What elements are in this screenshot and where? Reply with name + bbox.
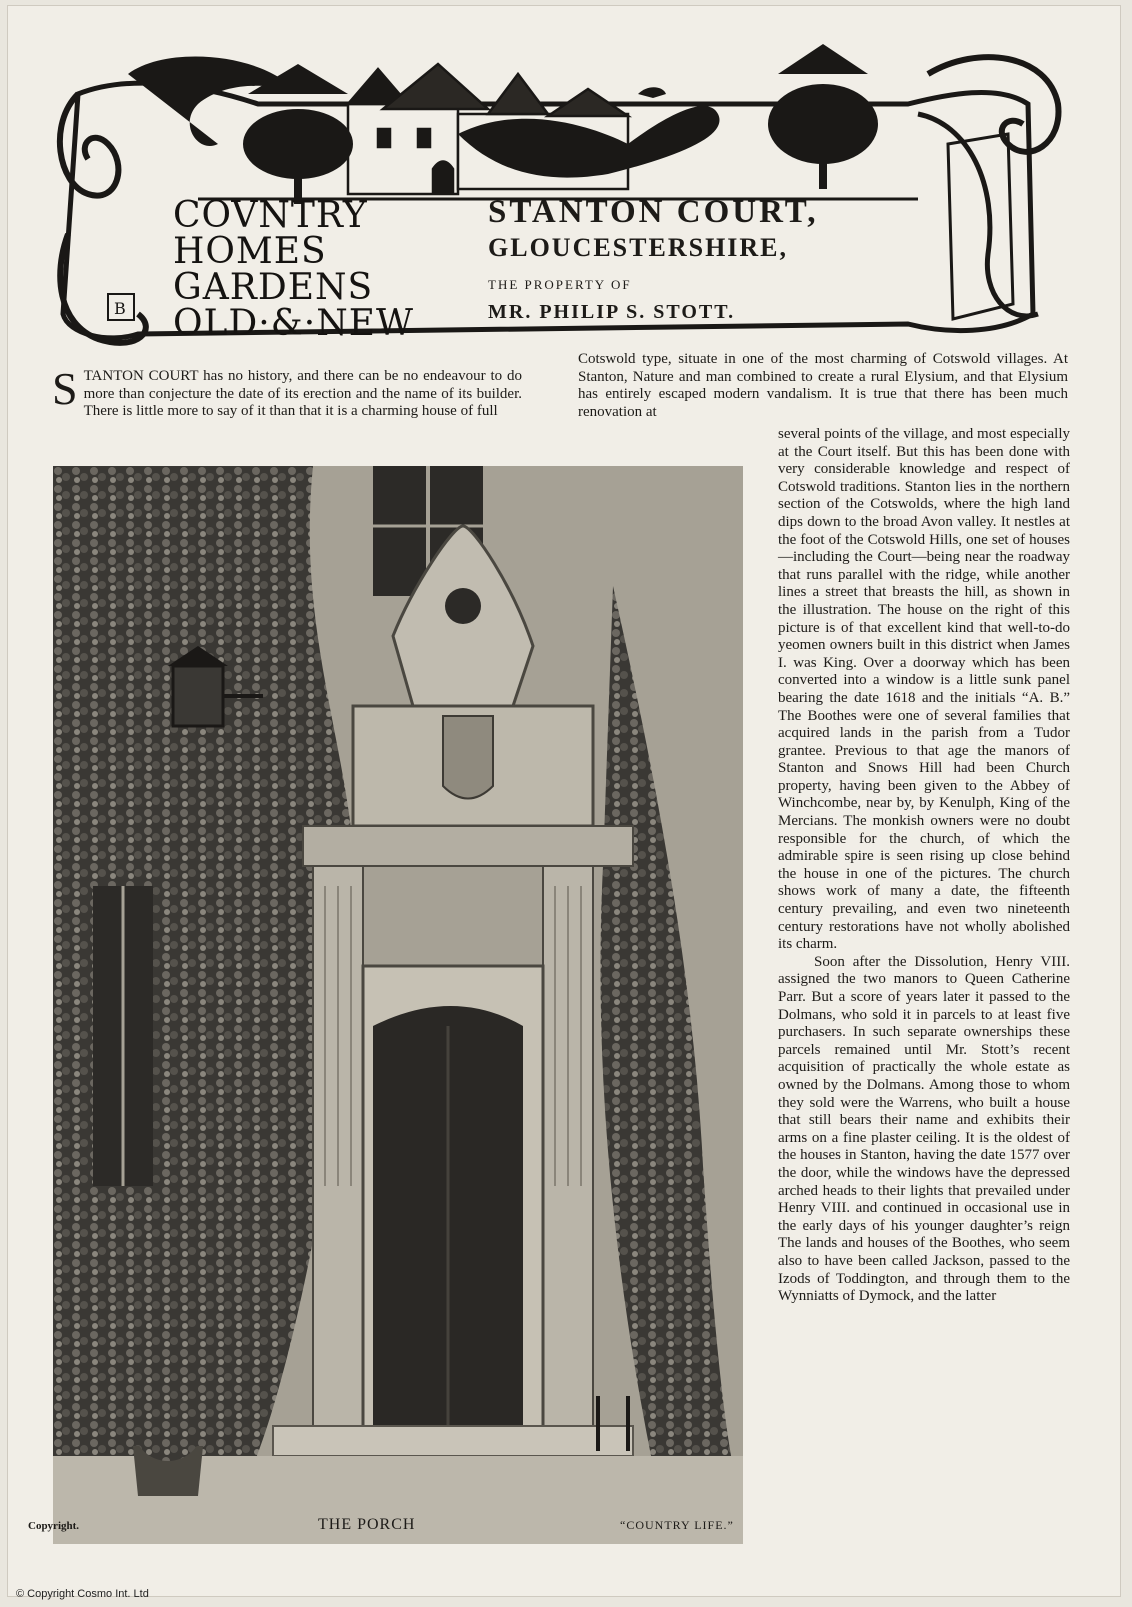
paragraph-stanton-description: several points of the village, and most especially at the Court itself. But this has been done with very considerable knowledge and respect of Cotswold traditions. Stanton lies in the northern section of the Cotswolds, where the high land dips down to the broad Avon valley. It nestles at the foot of the Cotswold Hills, one set of houses—including the Court—being near the roadway that runs parallel with the ridge, while another lines a street that breasts the hill, as shown in the illustration. The house on the right of this picture is of that excellent kind that well-to-do yeomen owners built in this district when James I. was King. Over a doorway which has been converted into a window is a little sunk panel bearing the date 1618 and the initials “A. B.” The Boothes were one of several families that acquired lands in the parish from a Tudor grantee. Previous to that age the manors of Stanton and Snows Hill had been Church property, having been given to the Abbey of Winchcombe, near by, by Kenulph, King of the Mercians. The monkish owners were no doubt responsible for the church, of which the admirable spire is seen rising up close behind the house in one of the pictures. The church shows work of many a date, the fifteenth century prevailing, and even two nineteenth century restorations have not wholly abolished its charm.	[778, 426, 1070, 953]
porch-photograph	[53, 466, 743, 1544]
masthead-title	[173, 195, 433, 344]
paragraph-dissolution: Soon after the Dissolution, Henry VIII. assigned the two manors to Queen Catherine Parr. But a score of years later it passed to the Dolmans, who sold it in parcels to at least five purchasers. In such separate ownerships these parcels remained until Mr. Stott’s recent acquisition of practically the whole estate as owned by the Dolmans. Among those to whom they sold were the Warrens, who built a house that still bears their name and exhibits their arms on a fine plaster ceiling. It is the oldest of the houses in Stanton, having the date 1577 over the door, while the windows have the depressed arched heads to their lights that prevailed under Henry VIII. and continued in occasional use in the early days of his younger daughter’s reign The lands and houses of the Boothes, who seem also to have been called Jackson, passed to the Izods of Toddington, and through them to the Wynniatts of Dymock, and the latter	[778, 953, 1070, 1305]
drop-cap: S	[52, 363, 78, 414]
masthead-line-2: HOMES	[173, 231, 327, 272]
right-column-text	[778, 426, 1070, 1306]
copyright-label: Copyright.	[28, 1520, 80, 1532]
masthead-line-4: OLD·&·NEW	[173, 303, 414, 344]
masthead-line-3: GARDENS	[173, 267, 374, 308]
article-title-block	[488, 194, 908, 324]
article-subtitle: GLOUCESTERSHIRE,	[488, 233, 789, 262]
photo-credit: “COUNTRY LIFE.”	[620, 1518, 734, 1532]
masthead-line-1: COVNTRY	[173, 195, 368, 236]
svg-text:B: B	[114, 299, 126, 318]
photo-caption-row	[28, 1516, 748, 1538]
intro-paragraph	[52, 363, 522, 421]
intro-text: TANTON COURT has no history, and there can be no endeavour to do more than conjecture the date of its erection and the name of its builder. There is little more to say of it than that it is a charming house of full	[83, 368, 522, 420]
header-banner	[48, 34, 1088, 364]
porch-photo-illustration	[53, 466, 743, 1544]
property-line: THE PROPERTY OF	[488, 277, 632, 292]
right-column-top-text: Cotswold type, situate in one of the most charming of Cotswold villages. At Stanton, Nature and man combined to create a rural Elysium, and that Elysium has entirely escaped modern vandalism. It is true that there has been much renovation at	[578, 351, 1068, 420]
article-title: STANTON COURT,	[488, 194, 819, 230]
owner-name: MR. PHILIP S. STOTT.	[488, 301, 736, 323]
copyright-watermark: © Copyright Cosmo Int. Ltd	[16, 1588, 149, 1600]
photo-caption: THE PORCH	[318, 1516, 416, 1533]
page	[8, 6, 1120, 1596]
